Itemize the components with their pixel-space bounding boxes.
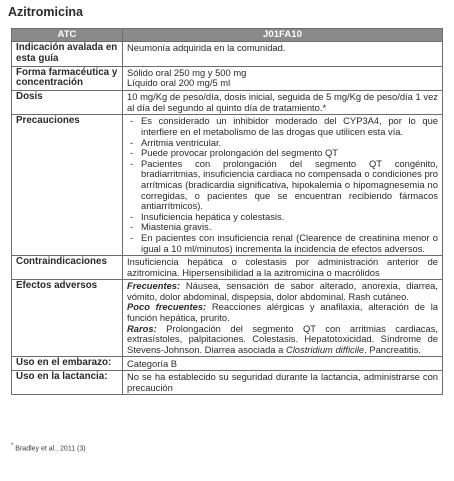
label-embarazo: Uso en el embarazo: — [12, 357, 123, 371]
list-item: - Miastenia gravis. — [127, 222, 438, 233]
footnote — [11, 443, 86, 452]
efectos-poco-label: Poco frecuentes: — [127, 301, 207, 313]
row-precauciones — [12, 115, 443, 256]
header-atc-code: J01FA10 — [123, 29, 443, 42]
efectos-raros-organism: Clostridium difficile — [285, 343, 365, 355]
efectos-raros-text: Prolongación del segmento QT con arritmias cardiacas, extrasístoles, palpitaciones. Colestasis. Hepatotoxicidad. Síndrome de Stevens-Johnson. Diarrea asociada a — [127, 322, 438, 355]
value-forma-line2: Líquido oral 200 mg/5 ml — [127, 77, 231, 89]
efectos-frecuentes — [127, 281, 438, 302]
efectos-poco-text: Reacciones alérgicas y anafilaxia, alteración de la función hepática, prurito. — [127, 301, 439, 324]
label-dosis: Dosis — [12, 91, 123, 115]
label-indicacion: Indicación avalada en esta guía — [12, 42, 123, 67]
precauciones-list — [127, 116, 438, 254]
row-forma — [12, 66, 443, 91]
value-embarazo: Categoría B — [123, 357, 443, 371]
value-precauciones — [123, 115, 443, 256]
table-header-row — [12, 29, 443, 42]
row-dosis — [12, 91, 443, 115]
label-contraindicaciones: Contraindicaciones — [12, 256, 123, 280]
footnote-marker: * — [11, 443, 14, 449]
drug-monograph-table — [11, 28, 443, 395]
list-item: - Es considerado un inhibidor moderado del CYP3A4, por lo que interfiere en el metabolismo de las drogas que utilicen esta vía. — [127, 116, 438, 137]
row-contraindicaciones — [12, 256, 443, 280]
document-title: Azitromicina — [8, 5, 84, 19]
row-embarazo — [12, 357, 443, 371]
efectos-frecuentes-label: Frecuentes: — [127, 280, 181, 292]
list-item: - Arritmia ventricular. — [127, 138, 438, 149]
header-atc: ATC — [12, 29, 123, 42]
efectos-frecuentes-text: Náusea, sensación de sabor alterado, anorexia, diarrea, vómito, dolor abdominal, dispepsia, dolor abdominal. Rash cutáneo. — [127, 280, 438, 302]
value-indicacion: Neumonía adquirida en la comunidad. — [123, 42, 443, 67]
row-efectos — [12, 280, 443, 357]
row-indicacion — [12, 42, 443, 67]
value-forma — [123, 66, 443, 91]
footnote-text: Bradley et al., 2011 (3) — [15, 445, 86, 453]
value-contraindicaciones: Insuficiencia hepática o colestasis por administración anterior de azitromicina. Hipersensibilidad a la azitromicina o macrólidos — [123, 256, 443, 280]
value-forma-line1: Sólido oral 250 mg y 500 mg — [127, 66, 247, 78]
label-efectos: Efectos adversos — [12, 280, 123, 357]
value-dosis: 10 mg/Kg de peso/día, dosis inicial, seguida de 5 mg/Kg de peso/día 1 vez al día del segundo al quinto día de tratamiento.* — [123, 91, 443, 115]
list-item: - En pacientes con insuficiencia renal (Clearence de creatinina menor o igual a 10 ml/minutos) incrementa la incidencia de efectos adversos. — [127, 233, 438, 254]
list-item: - Puede provocar prolongación del segmento QT — [127, 148, 438, 159]
label-lactancia: Uso en la lactancia: — [12, 371, 123, 395]
efectos-poco-frecuentes — [127, 302, 438, 323]
value-efectos — [123, 280, 443, 357]
label-forma: Forma farmacéutica y concentración — [12, 66, 123, 91]
efectos-raros-text-end: . Pancreatitis. — [364, 343, 421, 355]
efectos-raros — [127, 324, 438, 356]
row-lactancia — [12, 371, 443, 395]
list-item: - Pacientes con prolongación del segmento QT congénito, bradiarritmias, insuficiencia cardiaca no compensada o condiciones pro arrítmicas (bradicardia significativa, hipokalemia o hipomagnesemia no corregidas, o pacientes que se encuentran recibiendo fármacos antiarrítmicos). — [127, 159, 438, 212]
efectos-raros-label: Raros: — [127, 322, 157, 334]
value-lactancia: No se ha establecido su seguridad durante la lactancia, administrarse con precaución — [123, 371, 443, 395]
label-precauciones: Precauciones — [12, 115, 123, 256]
list-item: - Insuficiencia hepática y colestasis. — [127, 212, 438, 223]
